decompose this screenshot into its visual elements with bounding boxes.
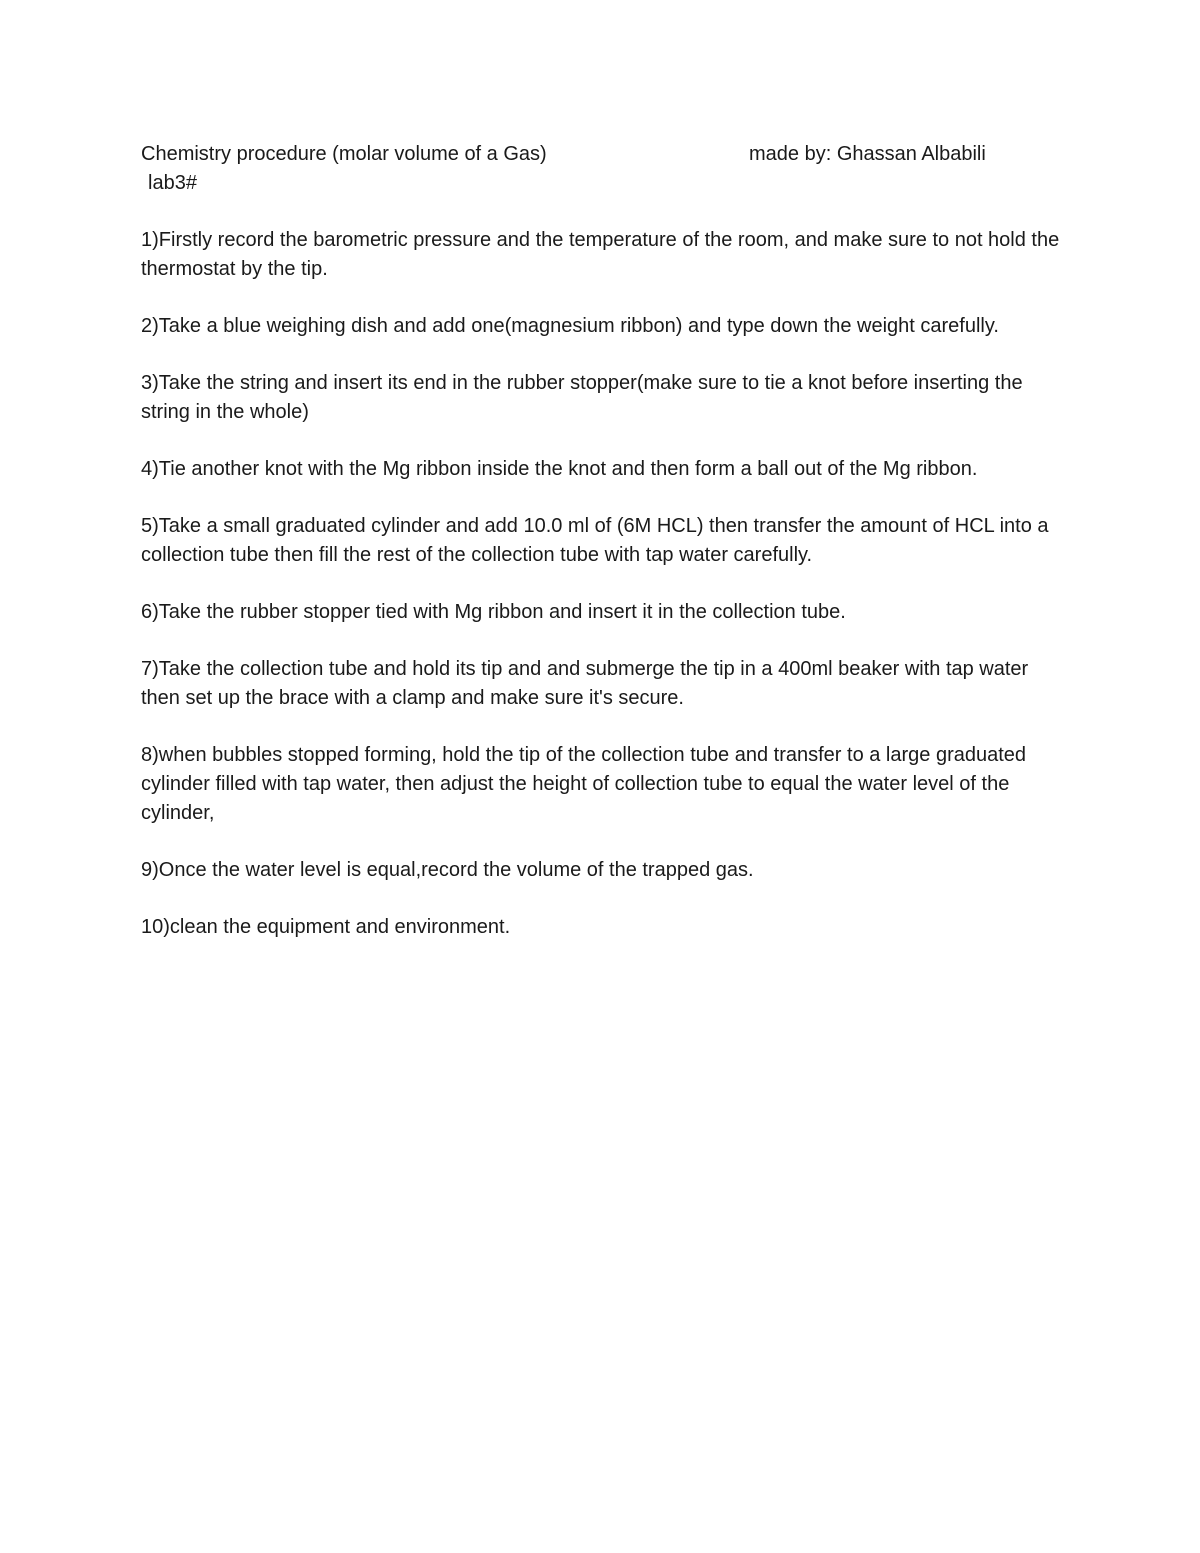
procedure-step-2: 2)Take a blue weighing dish and add one(magnesium ribbon) and type down the weight carefully. [141,315,999,337]
procedure-step-8: 8)when bubbles stopped forming, hold the tip of the collection tube and transfer to a large graduated cylinder filled with tap water, then adjust the height of collection tube to equal the water level of the cylinder, [141,744,1027,824]
procedure-step-1: 1)Firstly record the barometric pressure and the temperature of the room, and make sure to not hold the thermostat by the tip. [141,229,1060,280]
procedure-step-4: 4)Tie another knot with the Mg ribbon inside the knot and then form a ball out of the Mg ribbon. [141,458,978,480]
lab-number: lab3# [148,172,197,194]
procedure-step-7: 7)Take the collection tube and hold its tip and and submerge the tip in a 400ml beaker with tap water then set up the brace with a clamp and make sure it's secure. [141,658,1029,709]
document-title: Chemistry procedure (molar volume of a Gas) [141,143,547,165]
procedure-step-9: 9)Once the water level is equal,record the volume of the trapped gas. [141,859,754,881]
procedure-step-5: 5)Take a small graduated cylinder and add 10.0 ml of (6M HCL) then transfer the amount of HCL into a collection tube then fill the rest of the collection tube with tap water carefully. [141,515,1049,566]
document-author: made by: Ghassan Albabili [749,143,986,165]
procedure-step-10: 10)clean the equipment and environment. [141,916,511,938]
procedure-steps [141,226,1071,942]
document-body [141,140,1071,970]
document-header [141,140,1071,169]
procedure-step-6: 6)Take the rubber stopper tied with Mg ribbon and insert it in the collection tube. [141,601,846,623]
procedure-step-3: 3)Take the string and insert its end in the rubber stopper(make sure to tie a knot before inserting the string in the whole) [141,372,1023,423]
